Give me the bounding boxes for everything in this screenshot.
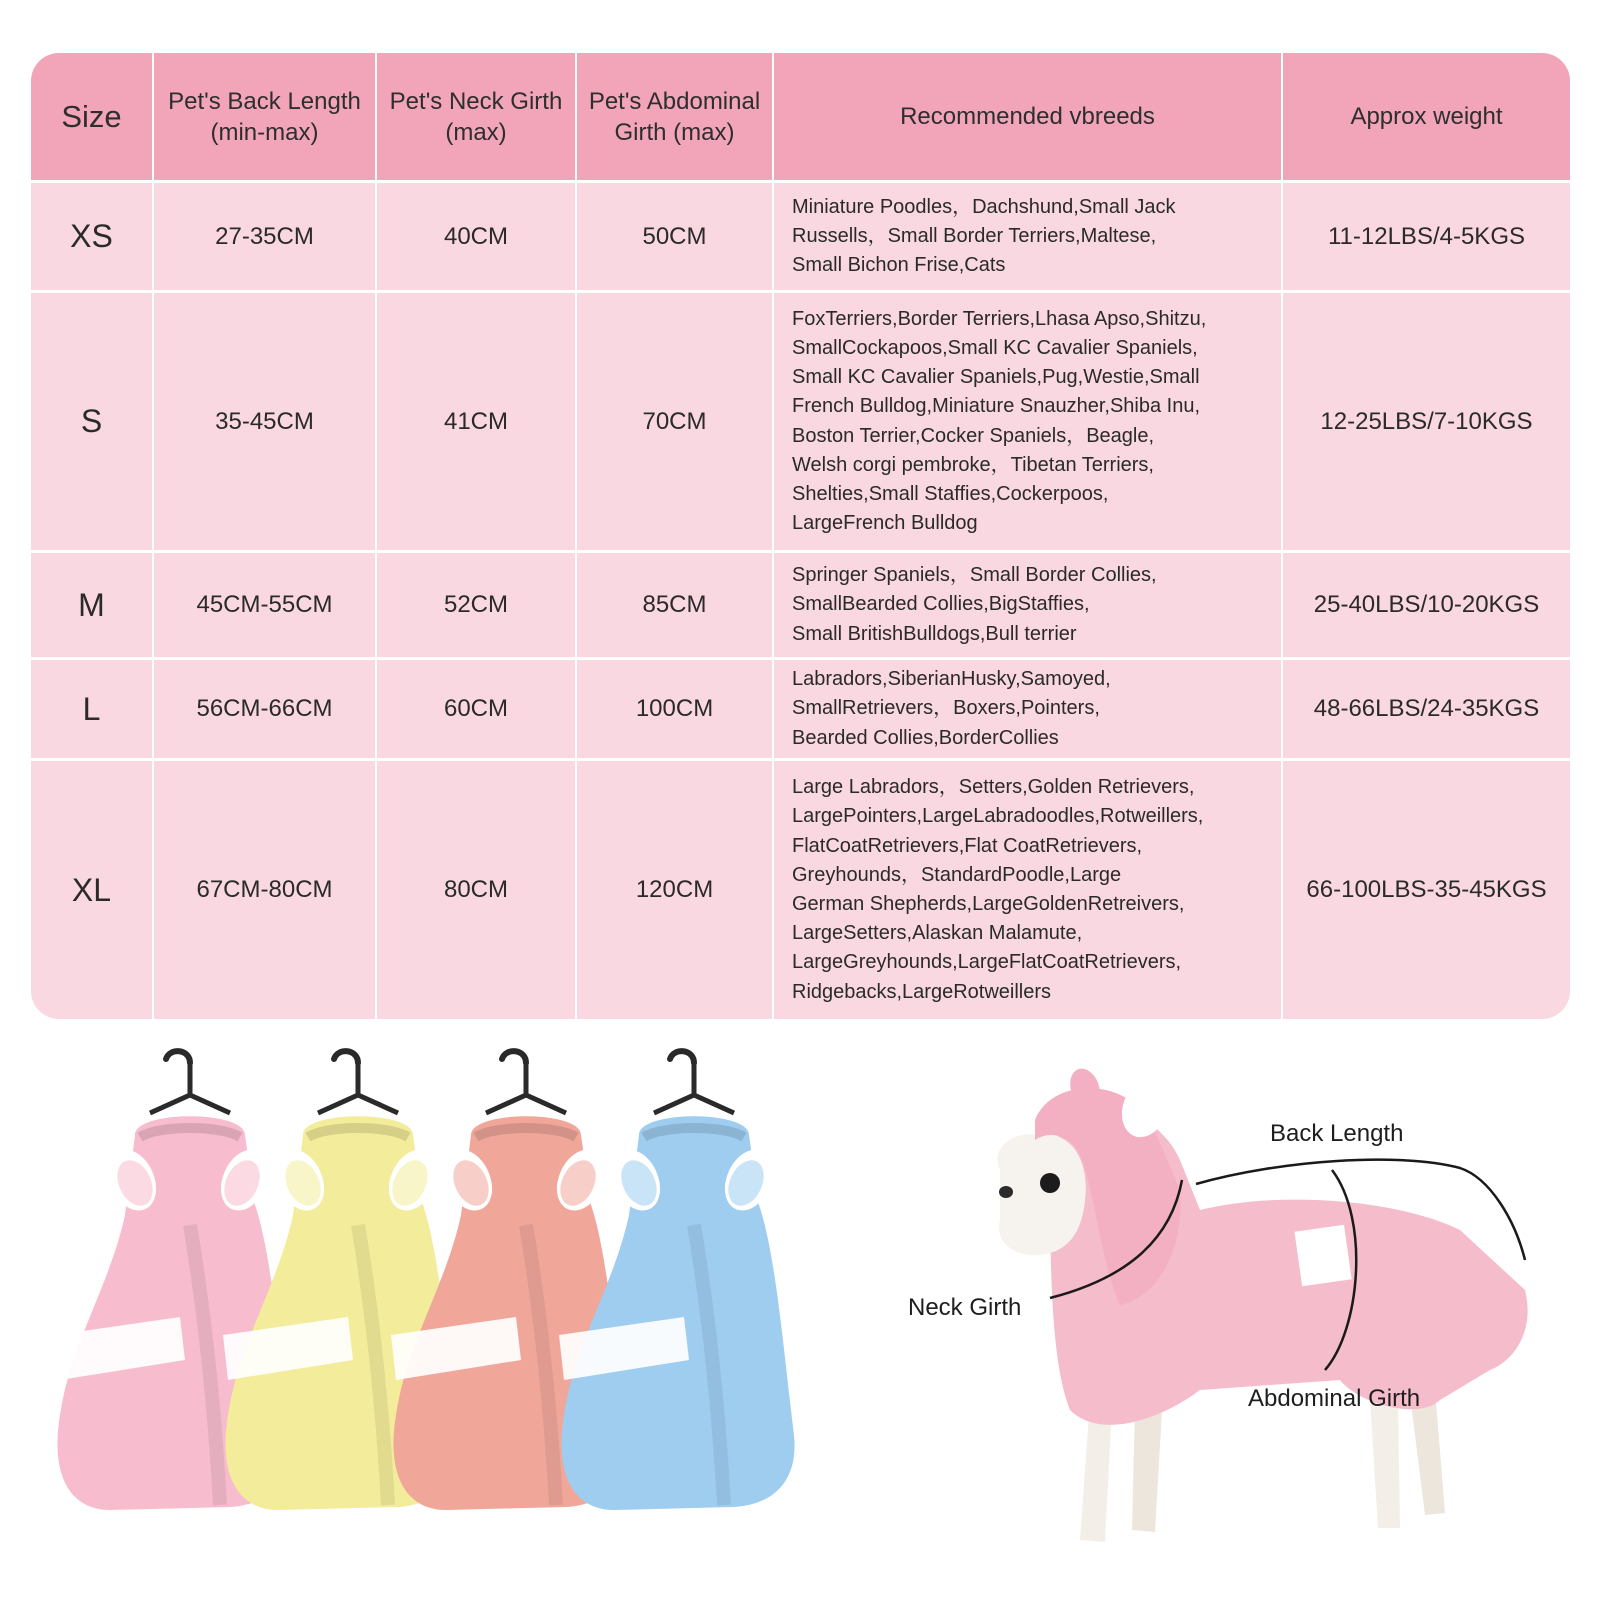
header-abdominal-girth: Pet's Abdominal Girth (max) [577, 53, 774, 180]
weight-cell: 66-100LBS-35-45KGS [1306, 876, 1547, 903]
abdominal-girth-cell: 50CM [577, 183, 774, 290]
back-length-cell: 35-45CM [154, 293, 377, 550]
breeds-cell: Springer Spaniels，Small Border Collies, SmallBearded Collies,BigStaffies, Small BritishBulldogs,Bull terrier [774, 553, 1283, 657]
weight-cell: 12-25LBS/7-10KGS [1320, 407, 1533, 435]
size-cell: L [31, 660, 154, 758]
dog-nose [999, 1186, 1013, 1198]
breeds-cell: Labradors,SiberianHusky,Samoyed, SmallRetrievers，Boxers,Pointers, Bearded Collies,BorderCollies [774, 660, 1283, 758]
size-cell: M [31, 553, 154, 657]
breeds-cell: FoxTerriers,Border Terriers,Lhasa Apso,Shitzu, SmallCockapoos,Small KC Cavalier Spaniels, Small KC Cavalier Spaniels,Pug,Westie,Small French Bulldog,Miniature Snauzher,Shiba Inu, Boston Terrier,Cocker Spaniels，Beagle, Welsh corgi pembroke，Tibetan Terriers, Shelties,Small Staffies,Cockerpoos, LargeFrench Bulldog [774, 293, 1283, 550]
header-back-length: Pet's Back Length (min-max) [154, 53, 377, 180]
neck-girth-cell: 60CM [377, 660, 577, 758]
weight-cell: 25-40LBS/10-20KGS [1313, 591, 1540, 618]
back-length-label: Back Length [1270, 1120, 1404, 1147]
abdominal-girth-cell: 85CM [577, 553, 774, 657]
header-neck-girth: Pet's Neck Girth (max) [377, 53, 577, 180]
table-row [31, 180, 1570, 290]
header-weight: Approx weight [1350, 103, 1503, 130]
header-breeds: Recommended vbreeds [774, 53, 1283, 180]
size-chart-table [31, 53, 1570, 1019]
hanging-robes-photo [40, 1045, 870, 1565]
dog-front-leg [1132, 1405, 1162, 1532]
abdominal-girth-cell: 120CM [577, 761, 774, 1019]
back-length-cell: 27-35CM [154, 183, 377, 290]
size-cell: XL [31, 761, 154, 1019]
size-cell: XS [31, 183, 154, 290]
dog-back-leg [1370, 1398, 1400, 1528]
table-header-row [31, 53, 1570, 180]
breeds-cell: Large Labradors，Setters,Golden Retrievers, LargePointers,LargeLabradoodles,Rotweillers, FlatCoatRetrievers,Flat CoatRetrievers, Greyhounds，StandardPoodle,Large German Shepherds,LargeGoldenRetreivers, LargeSetters,Alaskan Malamute, LargeGreyhounds,LargeFlatCoatRetrievers, Ridgebacks,LargeRotweillers [774, 761, 1283, 1019]
back-length-cell: 67CM-80CM [154, 761, 377, 1019]
back-length-cell: 45CM-55CM [154, 553, 377, 657]
dog-eye [1040, 1173, 1060, 1193]
table-row [31, 657, 1570, 758]
breeds-cell: Miniature Poodles，Dachshund,Small Jack Russells，Small Border Terriers,Maltese, Small Bichon Frise,Cats [774, 183, 1283, 290]
neck-girth-cell: 40CM [377, 183, 577, 290]
neck-girth-cell: 80CM [377, 761, 577, 1019]
weight-cell: 48-66LBS/24-35KGS [1313, 695, 1540, 722]
table-row [31, 758, 1570, 1019]
abdominal-girth-cell: 100CM [577, 660, 774, 758]
neck-girth-cell: 52CM [377, 553, 577, 657]
header-size: Size [31, 53, 154, 180]
neck-girth-label: Neck Girth [908, 1294, 1022, 1321]
weight-cell: 11-12LBS/4-5KGS [1327, 222, 1525, 250]
velcro-patch [1294, 1225, 1351, 1286]
table-row [31, 290, 1570, 550]
abdominal-girth-cell: 70CM [577, 293, 774, 550]
neck-girth-cell: 41CM [377, 293, 577, 550]
table-row [31, 550, 1570, 657]
size-cell: S [31, 293, 154, 550]
back-length-cell: 56CM-66CM [154, 660, 377, 758]
abdominal-girth-label: Abdominal Girth [1248, 1385, 1421, 1412]
dog-measurement-diagram [900, 1060, 1580, 1560]
